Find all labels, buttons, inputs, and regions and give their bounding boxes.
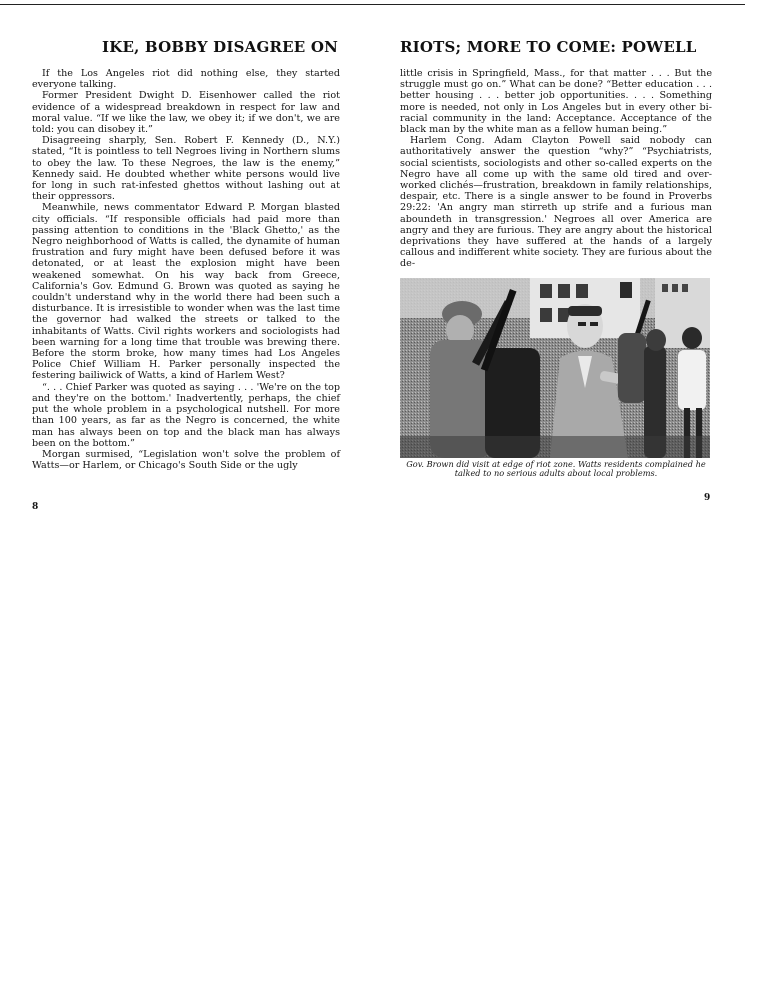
left-headline: IKE, BOBBY DISAGREE ON [101, 38, 338, 56]
left-article-column [32, 68, 340, 471]
left-page [32, 38, 340, 471]
right-paragraph: Harlem Cong. Adam Clayton Powell said nobody can authoritatively answer the question “why?” “Psychiatrists, social scientists, sociologists and other so-called experts on the Negro have all come up with the same old tired and over-worked clichés—frustration, breakdown in family relationships, despair, etc. There is a single answer to be found in Proverbs 29:22: 'An angry man stirreth up strife and a furious man aboundeth in transgression.' Negroes all over America are angry and they are furious. They are angry about the historical deprivations they have suffered at the hands of a largely callous and indifferent white society. They are furious about the de- [400, 135, 712, 270]
left-paragraph: If the Los Angeles riot did nothing else, they started everyone talking. [32, 68, 340, 91]
left-paragraph: “. . . Chief Parker was quoted as saying . . . 'We're on the top and they're on the bottom.' Inadvertently, perhaps, the chief put the whole problem in a psychological nutshell. For more than 100 years, as far as the Negro is concerned, the white man has always been on top and the black man has always been on the bottom.” [32, 381, 340, 449]
news-photo [400, 278, 710, 458]
right-headline: RIOTS; MORE TO COME: POWELL [400, 38, 697, 56]
right-page-number: 9 [704, 493, 711, 503]
right-article-column [400, 68, 712, 270]
top-rule [0, 4, 745, 5]
left-paragraph: Morgan surmised, “Legislation won't solve the problem of Watts—or Harlem, or Chicago's South Side or the ugly [32, 448, 340, 472]
photo-caption: Gov. Brown did visit at edge of riot zone. Watts residents complained he talked to no serious adults about local problems. [406, 458, 706, 479]
right-page [400, 38, 712, 479]
right-paragraph: little crisis in Springfield, Mass., for that matter . . . But the struggle must go on.” What can be done? “Better education . . . better housing . . . better job opportunities. . . . Something more is needed, not only in Los Angeles but in every other bi-racial community in the land: Acceptance. Acceptance of the black man by the white man as a fellow human being.” [400, 68, 712, 136]
left-paragraph: Former President Dwight D. Eisenhower called the riot evidence of a widespread breakdown in respect for law and moral value. “If we like the law, we obey it; if we don't, we are told: you can disobey it.” [32, 90, 340, 136]
left-paragraph: Disagreeing sharply, Sen. Robert F. Kennedy (D., N.Y.) stated, “It is pointless to tell Negroes living in Northern slums to obey the law. To these Negroes, the law is the enemy,” Kennedy said. He doubted whether white persons would live for long in such rat-infested ghettos without lashing out at their oppressors. [32, 135, 340, 203]
left-page-number: 8 [32, 502, 39, 512]
news-photo-image [400, 278, 710, 458]
left-paragraph: Meanwhile, news commentator Edward P. Morgan blasted city officials. “If responsible officials had paid more than passing attention to conditions in the 'Black Ghetto,' as the Negro neighborhood of Watts is called, the dynamite of human frustration and fury might have been defused before it was detonated, or at least the explosion might have been weakened somewhat. On his way back from Greece, California's Gov. Edmund G. Brown was quoted as saying he couldn't understand why in the world there had been such a disturbance. It is irresistible to wonder when was the last time the governor had walked the streets or talked to the inhabitants of Watts. Civil rights workers and sociologists had been warning for a long time that trouble was brewing there. Before the storm broke, how many times had Los Angeles Police Chief William H. Parker personally inspected the festering bailiwick of Watts, a kind of Harlem West? [32, 202, 340, 382]
